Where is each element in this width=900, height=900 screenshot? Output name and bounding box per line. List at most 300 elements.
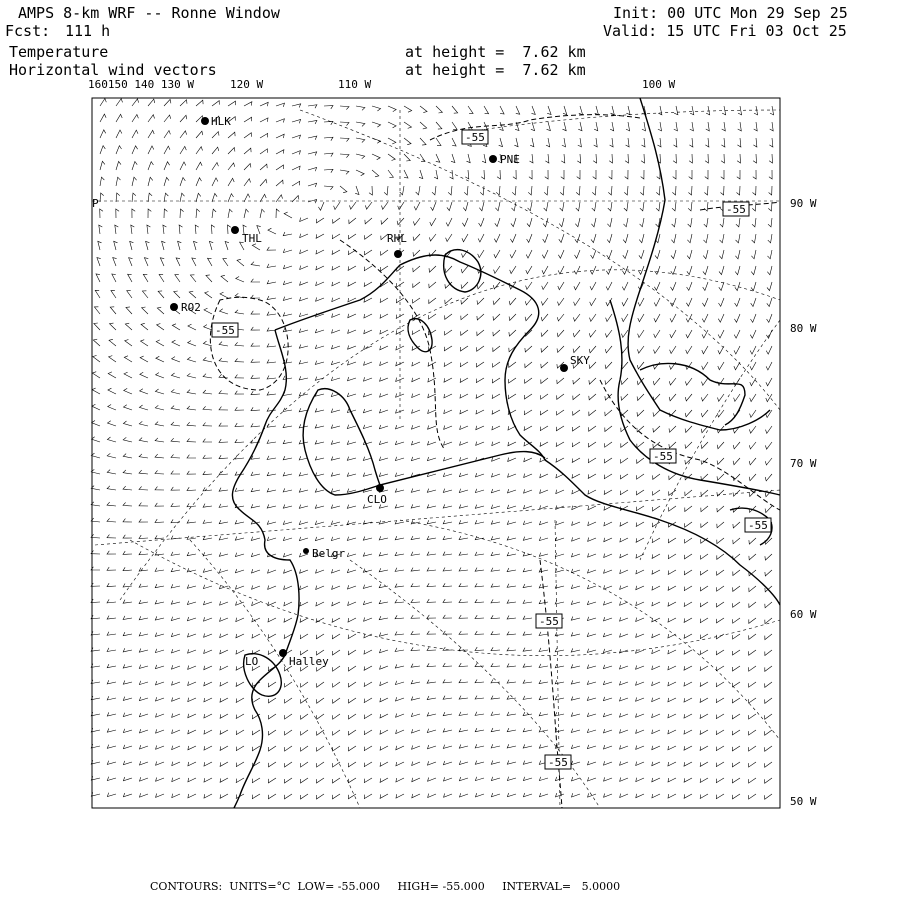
wind-barb (511, 218, 516, 227)
wind-barb (188, 698, 196, 702)
wind-barb (750, 410, 756, 417)
wind-barb (381, 266, 389, 271)
wind-barb (475, 777, 484, 781)
wind-barb (187, 471, 196, 474)
wind-barb (142, 291, 148, 298)
wind-barb (620, 522, 628, 526)
wind-barb (603, 681, 612, 685)
wind-barb (236, 585, 245, 589)
wind-barb (461, 266, 468, 273)
wind-barb (478, 234, 484, 242)
wind-barb (766, 362, 772, 370)
wind-barb (315, 424, 324, 428)
wind-barb (642, 122, 646, 131)
wind-barb (348, 282, 356, 286)
wind-barb (475, 583, 484, 587)
wind-barb (539, 712, 548, 716)
wind-barb (444, 410, 452, 414)
wind-barb (732, 746, 740, 751)
wind-barb (284, 265, 293, 269)
wind-barb (236, 730, 244, 735)
wind-barb (749, 650, 756, 655)
wind-barb (188, 730, 196, 734)
wind-barb (766, 346, 772, 354)
wind-barb (204, 762, 212, 766)
wind-barb (116, 146, 122, 154)
wind-barb (140, 372, 148, 378)
wind-barb (722, 122, 726, 131)
wind-barb (577, 154, 580, 163)
wind-barb (493, 362, 500, 367)
wind-barb (491, 777, 500, 781)
wind-barb (717, 442, 724, 449)
wind-barb (148, 99, 155, 106)
wind-barb (452, 106, 458, 113)
wind-barb (765, 634, 772, 640)
wind-barb (436, 122, 442, 129)
wind-barb (493, 330, 500, 336)
wind-barb (655, 250, 660, 259)
wind-barb (684, 586, 692, 591)
wind-barb (412, 378, 420, 382)
wind-barb (717, 506, 724, 512)
wind-barb (495, 218, 500, 227)
wind-barb (716, 794, 724, 799)
wind-barb (219, 439, 228, 442)
wind-barb (219, 569, 228, 573)
wind-barb (563, 122, 567, 131)
wind-barb (267, 247, 276, 250)
station-label-thl: THL (242, 232, 262, 245)
wind-barb (164, 99, 171, 106)
wind-barb (308, 105, 317, 109)
wind-barb (751, 314, 757, 322)
wind-barb (252, 569, 261, 573)
wind-barb (636, 697, 644, 701)
wind-barb (545, 170, 548, 179)
wind-barb (251, 343, 260, 346)
wind-barb (525, 362, 532, 368)
wind-barb (688, 186, 692, 195)
wind-barb (176, 258, 180, 266)
wind-barb (308, 168, 317, 172)
wind-barb (171, 617, 180, 621)
wind-barb (701, 586, 709, 591)
wind-barb (388, 170, 393, 177)
coastline-line (303, 389, 380, 495)
wind-barb (171, 601, 180, 605)
contour-line (540, 560, 562, 808)
wind-barb (411, 536, 420, 540)
wind-barb (123, 745, 132, 749)
wind-barb (765, 618, 772, 624)
wind-barb (587, 697, 596, 701)
wind-barb (333, 682, 340, 687)
contour-label-box (723, 202, 749, 216)
wind-barb (571, 697, 580, 701)
wind-barb (123, 470, 132, 474)
wind-barb (429, 266, 436, 272)
wind-barb (113, 258, 117, 266)
wind-barb (139, 503, 148, 506)
wind-barb (347, 537, 356, 541)
wind-barb (588, 793, 596, 797)
wind-barb (540, 490, 548, 494)
wind-barb (671, 250, 676, 259)
wind-barb (427, 489, 436, 493)
wind-barb (733, 522, 740, 528)
wind-barb (436, 106, 442, 113)
wind-barb (571, 585, 580, 589)
wind-barb (443, 489, 452, 493)
wind-barb (732, 778, 740, 783)
wind-barb (735, 282, 740, 291)
wind-barb (315, 361, 324, 365)
wind-barb (347, 441, 356, 445)
wind-barb (283, 537, 292, 541)
wind-barb (315, 456, 324, 460)
wind-barb (572, 490, 580, 494)
wind-barb (737, 154, 740, 163)
wind-barb (380, 330, 388, 334)
graticule-line (480, 110, 780, 130)
wind-barb (668, 586, 676, 590)
wind-barb (204, 730, 212, 734)
wind-barb (626, 122, 630, 131)
wind-barb (139, 649, 148, 653)
wind-barb (300, 297, 309, 301)
wind-barb (719, 250, 724, 259)
wind-barb (363, 553, 372, 557)
wind-barb (588, 585, 597, 589)
wind-barb (187, 601, 196, 605)
wind-barb (703, 250, 708, 259)
wind-barb (395, 632, 404, 636)
wind-barb (414, 202, 420, 210)
wind-barb (180, 146, 186, 154)
wind-barb (147, 225, 151, 234)
wind-barb (204, 325, 212, 330)
forecast-hours: 111 h (65, 22, 111, 40)
wind-barb (203, 374, 212, 378)
wind-barb (527, 234, 532, 242)
wind-barb (340, 154, 349, 158)
wind-barb (219, 423, 228, 426)
wind-barb (588, 777, 597, 781)
wind-barb (100, 193, 104, 202)
wind-barb (219, 504, 228, 508)
wind-barb (260, 149, 267, 154)
wind-barb (427, 568, 436, 572)
wind-barb (749, 554, 756, 560)
wind-barb (130, 241, 134, 250)
wind-barb (732, 698, 740, 703)
wind-barb (236, 618, 244, 622)
wind-barb (139, 665, 148, 669)
wind-barb (544, 186, 548, 195)
wind-barb (716, 714, 724, 719)
wind-barb (155, 600, 164, 604)
wind-barb (363, 585, 372, 589)
wind-barb (194, 241, 198, 250)
wind-barb (445, 266, 452, 273)
wind-barb (164, 146, 170, 154)
wind-barb (765, 474, 772, 481)
wind-barb (700, 634, 708, 639)
wind-barb (188, 649, 196, 653)
wind-barb (475, 663, 484, 666)
wind-barb (524, 505, 533, 509)
wind-barb (432, 186, 436, 195)
wind-barb (412, 729, 421, 733)
wind-barb (171, 552, 180, 556)
wind-barb (365, 250, 373, 255)
wind-barb (420, 138, 426, 145)
wind-barb (268, 228, 276, 234)
wind-barb (563, 106, 567, 115)
wind-barb (315, 408, 324, 412)
wind-barb (704, 234, 709, 243)
wind-barb (395, 600, 404, 603)
wind-barb (717, 602, 725, 607)
wind-barb (404, 154, 410, 161)
wind-barb (687, 282, 692, 290)
wind-barb (107, 745, 116, 749)
wind-barb (721, 138, 725, 147)
wind-barb (123, 664, 132, 668)
wind-barb (684, 682, 692, 686)
wind-barb (324, 186, 333, 190)
wind-barb (609, 154, 612, 163)
wind-barb (701, 522, 708, 528)
wind-barb (620, 729, 628, 733)
wind-barb (670, 346, 676, 354)
wind-barb (523, 664, 532, 668)
wind-barb (412, 441, 421, 445)
wind-barb (749, 538, 756, 544)
wind-barb (195, 225, 199, 234)
wind-barb (404, 106, 412, 112)
wind-barb (765, 778, 772, 783)
wind-barb (187, 390, 196, 394)
wind-barb (219, 342, 228, 346)
wind-barb (380, 794, 388, 798)
wind-barb (620, 633, 628, 637)
wind-barb (203, 357, 212, 362)
wind-barb (356, 122, 365, 126)
wind-barb (91, 469, 100, 474)
wind-barb (749, 618, 756, 623)
wind-barb (219, 455, 228, 458)
wind-barb (638, 314, 644, 322)
wind-barb (317, 778, 325, 783)
wind-barb (717, 522, 724, 528)
wind-barb (139, 519, 148, 522)
wind-barb (653, 490, 660, 495)
wind-barb (750, 346, 756, 354)
wind-barb (475, 631, 484, 634)
wind-barb (459, 615, 468, 618)
wind-barb (155, 568, 164, 572)
wind-barb (324, 153, 333, 157)
wind-barb (268, 650, 276, 655)
wind-barb (753, 154, 756, 163)
wind-barb (395, 664, 404, 668)
wind-barb (604, 506, 612, 510)
wind-barb (331, 521, 340, 525)
wind-barb (142, 307, 148, 314)
wind-barb (603, 633, 612, 637)
wind-barb (524, 410, 532, 415)
wind-barb (595, 106, 599, 115)
wind-barb (769, 186, 772, 195)
wind-barb (493, 346, 500, 352)
wind-barb (396, 425, 405, 429)
wind-barb (539, 696, 548, 700)
wind-barb (652, 570, 660, 574)
wind-barb (539, 664, 548, 668)
wind-barb (380, 362, 388, 366)
wind-barb (109, 356, 116, 362)
wind-barb (156, 745, 164, 749)
wind-barb (252, 618, 260, 622)
wind-barb (267, 521, 276, 525)
wind-barb (475, 696, 484, 699)
wind-barb (541, 314, 548, 321)
station-marker-dot (560, 364, 568, 372)
wind-barb (382, 202, 389, 209)
wind-barb (299, 505, 308, 509)
wind-barb (427, 615, 436, 618)
wind-barb (332, 634, 340, 639)
wind-barb (203, 520, 212, 524)
wind-barb (491, 712, 500, 716)
wind-barb (460, 441, 468, 445)
wind-barb (155, 405, 164, 410)
wind-barb (93, 355, 100, 362)
wind-barb (590, 298, 596, 306)
wind-barb (687, 250, 692, 259)
wind-barb (476, 473, 485, 477)
wind-barb (429, 234, 436, 241)
wind-barb (604, 761, 613, 765)
wind-barb (348, 778, 356, 783)
wind-barb (541, 346, 548, 352)
height-wind: at height = 7.62 km (405, 61, 586, 79)
wind-barb (107, 632, 116, 636)
wind-barb (107, 583, 116, 586)
wind-barb (364, 330, 372, 334)
wind-barb (604, 777, 612, 781)
wind-barb (156, 681, 165, 685)
wind-barb (364, 266, 372, 271)
wind-barb (671, 266, 676, 275)
wind-barb (155, 503, 164, 506)
wind-barb (749, 730, 756, 735)
wind-barb (364, 361, 372, 365)
wind-barb (372, 154, 380, 160)
wind-barb (125, 340, 132, 347)
wind-barb (732, 714, 740, 719)
wind-barb (491, 631, 500, 634)
wind-barb (91, 793, 100, 797)
wind-barb (605, 426, 612, 432)
wind-barb (196, 193, 201, 202)
wind-barb (299, 329, 308, 333)
wind-barb (476, 442, 484, 446)
wind-barb (396, 697, 405, 701)
wind-barb (623, 234, 628, 243)
wind-barb (204, 746, 212, 750)
wind-barb (284, 618, 292, 622)
wind-barb (475, 728, 484, 732)
wind-barb (107, 437, 116, 442)
wind-barb (704, 186, 708, 195)
wind-barb (558, 266, 564, 274)
wind-barb (140, 777, 149, 781)
wind-barb (576, 202, 580, 211)
wind-barb (701, 394, 708, 401)
wind-barb (736, 234, 740, 243)
wind-barb (356, 170, 364, 176)
wind-barb (363, 569, 372, 573)
wind-barb (459, 520, 468, 524)
wind-barb (620, 570, 628, 574)
wind-barb (653, 426, 660, 432)
wind-barb (283, 505, 292, 509)
wind-barb (555, 729, 564, 733)
wind-barb (429, 282, 436, 288)
wind-barb (669, 378, 676, 385)
wind-barb (540, 442, 548, 446)
lon-label-120w: 120 W (230, 78, 264, 91)
wind-barb (411, 568, 420, 572)
wind-barb (347, 473, 356, 477)
wind-barb (556, 442, 564, 447)
wind-barb (444, 346, 452, 351)
wind-barb (606, 314, 612, 322)
wind-barb (110, 307, 116, 314)
wind-barb (364, 617, 372, 621)
wind-barb (172, 681, 180, 685)
wind-barb (364, 346, 372, 350)
wind-barb (363, 409, 372, 413)
wind-barb (348, 585, 357, 589)
wind-barb (285, 682, 292, 687)
wind-barb (461, 330, 468, 335)
wind-barb (349, 218, 356, 224)
wind-barb (507, 712, 516, 716)
wind-barb (283, 281, 292, 285)
wind-barb (444, 793, 452, 797)
wind-barb (716, 666, 724, 671)
wind-barb (155, 649, 164, 653)
wind-barb (578, 122, 582, 131)
wind-barb (572, 458, 580, 462)
map-title: AMPS 8-km WRF -- Ronne Window (18, 4, 280, 22)
wind-barb (737, 138, 741, 147)
wind-barb (460, 457, 469, 461)
wind-barb (688, 202, 692, 211)
wind-barb (452, 122, 457, 129)
wind-barb (540, 505, 548, 509)
wind-barb (100, 209, 103, 218)
contour-label: -55 (548, 756, 568, 769)
wind-barb (395, 457, 404, 461)
wind-barb (380, 409, 389, 413)
wind-barb (753, 186, 757, 195)
wind-barb (523, 568, 532, 572)
